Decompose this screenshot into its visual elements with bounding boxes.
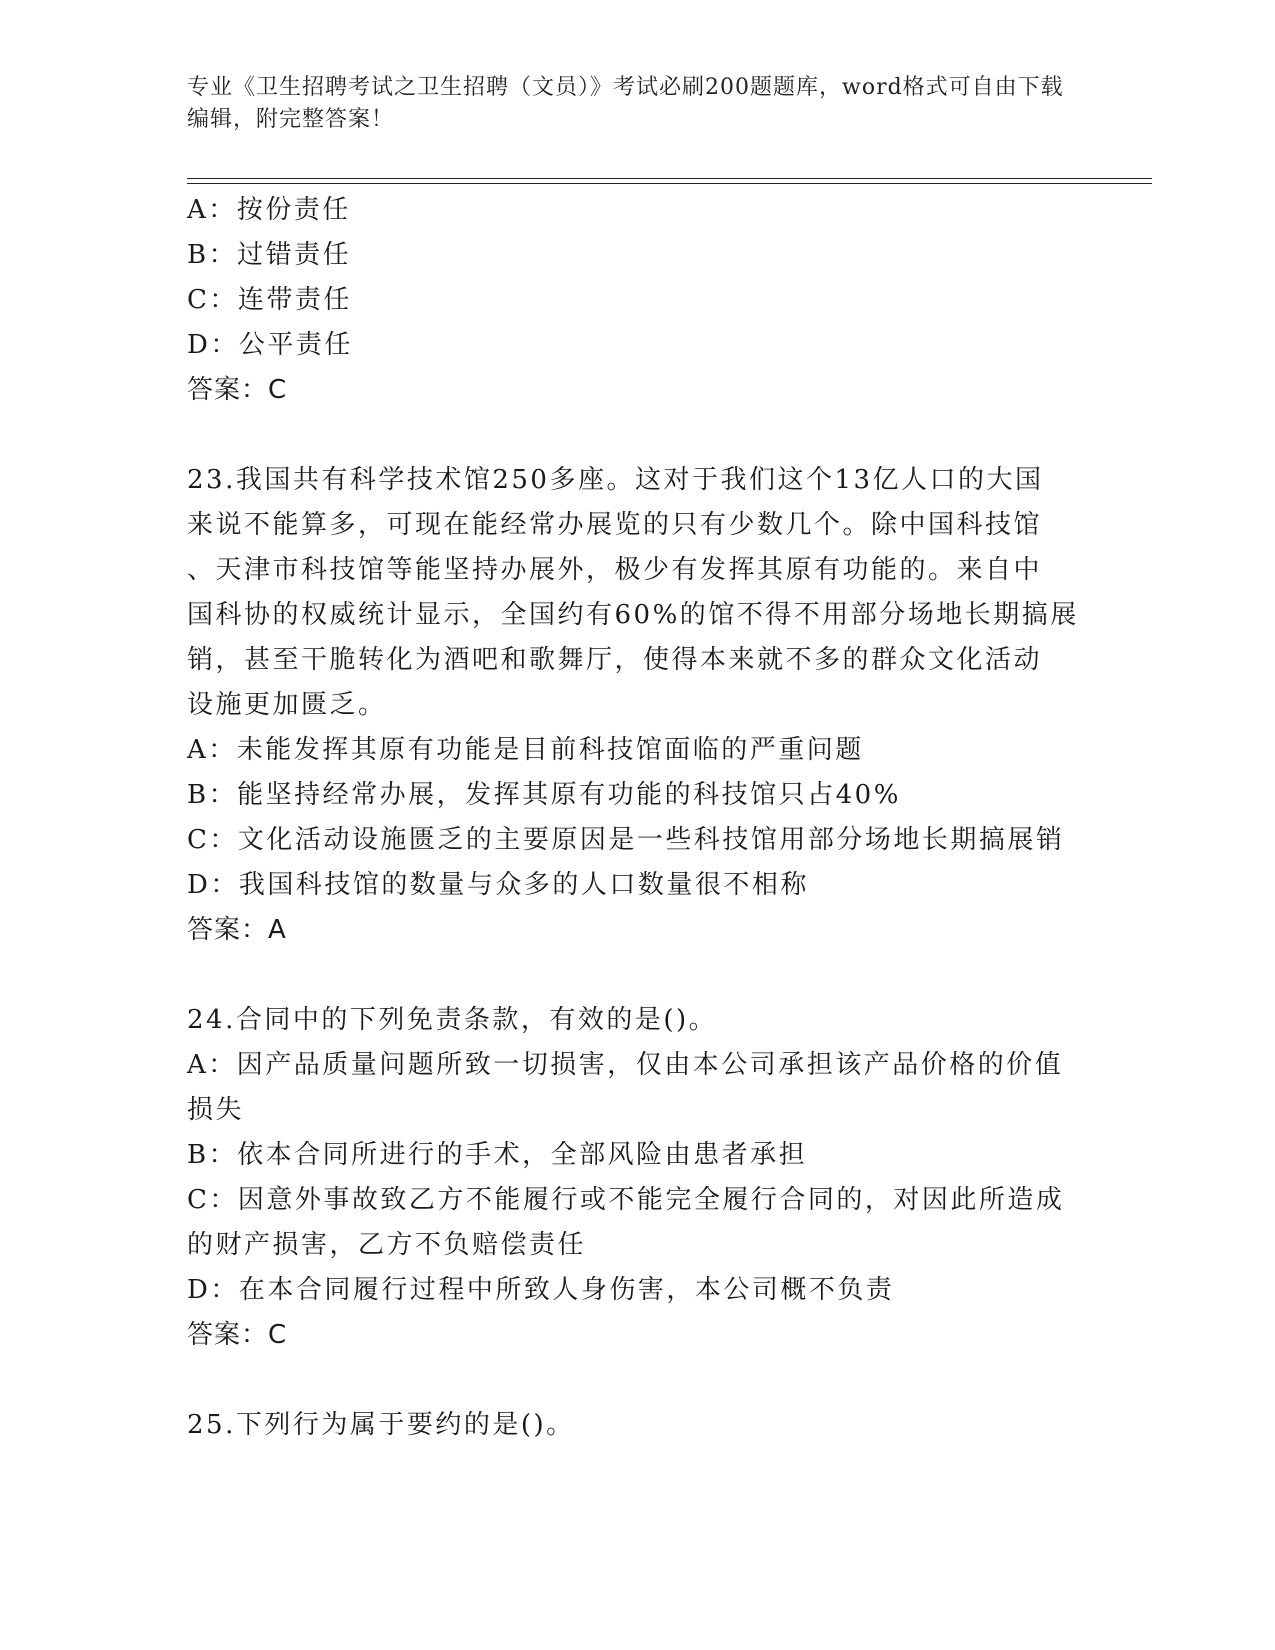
spacer bbox=[187, 413, 1087, 458]
question-23-stem-line: 销，甚至干脆转化为酒吧和歌舞厅，使得本来就不多的群众文化活动 bbox=[187, 645, 1043, 675]
option-d: D：公平责任 bbox=[187, 330, 353, 360]
question-23-block bbox=[187, 458, 1087, 953]
page-header: 专业《卫生招聘考试之卫生招聘（文员）》考试必刷200题题库，word格式可自由下载编辑，附完整答案！ bbox=[187, 75, 1064, 132]
question-23-stem-line: 设施更加匮乏。 bbox=[187, 690, 387, 720]
option-d: D：在本合同履行过程中所致人身伤害，本公司概不负责 bbox=[187, 1275, 895, 1305]
question-25-stem: 25.下列行为属于要约的是()。 bbox=[187, 1410, 575, 1440]
option-b: B：依本合同所进行的手术，全部风险由患者承担 bbox=[187, 1140, 808, 1170]
option-c-continued: 的财产损害，乙方不负赔偿责任 bbox=[187, 1230, 587, 1260]
spacer bbox=[187, 953, 1087, 998]
option-a: A：因产品质量问题所致一切损害，仅由本公司承担该产品价格的价值 bbox=[187, 1050, 1064, 1080]
question-24-block bbox=[187, 998, 1087, 1358]
spacer bbox=[187, 1358, 1087, 1403]
answer-line: 答案：A bbox=[187, 915, 287, 945]
option-c: C：连带责任 bbox=[187, 285, 352, 315]
question-23-stem-line: 国科协的权威统计显示，全国约有60%的馆不得不用部分场地长期搞展 bbox=[187, 600, 1079, 630]
question-23-stem-line: 、天津市科技馆等能坚持办展外，极少有发挥其原有功能的。来自中 bbox=[187, 555, 1043, 585]
answer-line: 答案：C bbox=[187, 1320, 288, 1350]
option-a: A：按份责任 bbox=[187, 195, 351, 225]
question-23-stem-line: 23.我国共有科学技术馆250多座。这对于我们这个13亿人口的大国 bbox=[187, 465, 1044, 495]
answer-line: 答案：C bbox=[187, 375, 288, 405]
option-c: C：因意外事故致乙方不能履行或不能完全履行合同的，对因此所造成 bbox=[187, 1185, 1065, 1215]
header-divider-top bbox=[187, 178, 1152, 179]
question-24-stem: 24.合同中的下列免责条款，有效的是()。 bbox=[187, 1005, 718, 1035]
question-25-block bbox=[187, 1403, 1087, 1448]
option-c: C：文化活动设施匮乏的主要原因是一些科技馆用部分场地长期搞展销 bbox=[187, 825, 1065, 855]
question-23-stem-line: 来说不能算多，可现在能经常办展览的只有少数几个。除中国科技馆 bbox=[187, 510, 1043, 540]
question-content bbox=[187, 188, 1087, 1448]
header-divider-bottom bbox=[187, 183, 1152, 184]
option-d: D：我国科技馆的数量与众多的人口数量很不相称 bbox=[187, 870, 809, 900]
option-a: A：未能发挥其原有功能是目前科技馆面临的严重问题 bbox=[187, 735, 864, 765]
option-b: B：过错责任 bbox=[187, 240, 352, 270]
previous-question-block bbox=[187, 188, 1087, 413]
option-b: B：能坚持经常办展，发挥其原有功能的科技馆只占40% bbox=[187, 780, 901, 810]
option-a-continued: 损失 bbox=[187, 1095, 245, 1125]
